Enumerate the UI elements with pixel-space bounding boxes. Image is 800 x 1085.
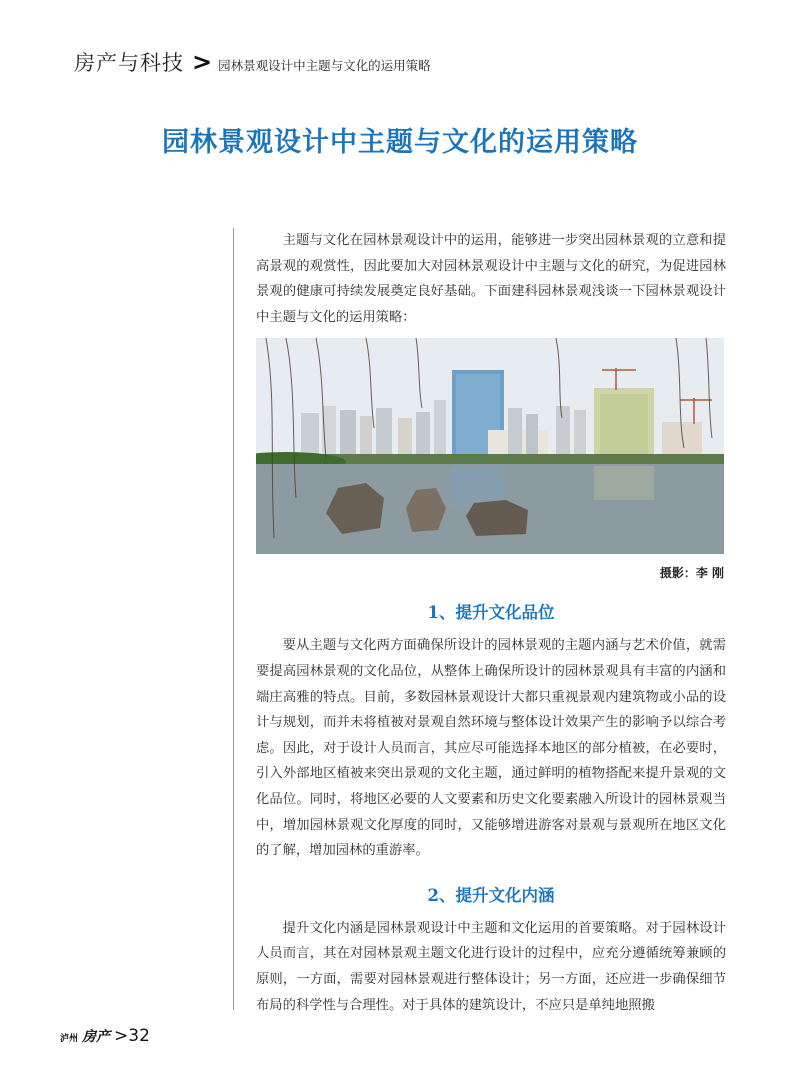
article-body <box>256 228 726 1018</box>
intro-paragraph: 主题与文化在园林景观设计中的运用，能够进一步突出园林景观的立意和提高景观的观赏性，因此要加大对园林景观设计中主题与文化的研究，为促进园林景观的健康可持续发展奠定良好基础。下面建科园林景观浅谈一下园林景观设计中主题与文化的运用策略： <box>256 233 726 325</box>
page-number: >32 <box>114 1026 150 1046</box>
chevron-right-icon: > <box>192 48 213 76</box>
article-title: 园林景观设计中主题与文化的运用策略 <box>162 127 638 158</box>
page-header <box>74 47 431 77</box>
logo-title: 房产 <box>82 1029 111 1045</box>
section-2-heading: 2、提升文化内涵 <box>427 885 555 905</box>
logo-city: 泸州 <box>60 1034 79 1044</box>
header-subtitle: 园林景观设计中主题与文化的运用策略 <box>218 58 431 73</box>
section-2-body: 提升文化内涵是园林景观设计中主题和文化运用的首要策略。对于园林设计人员而言，其在对园林景观主题文化进行设计的过程中，应充分遵循统筹兼顾的原则，一方面，需要对园林景观进行整体设计；另一方面，还应进一步确保细节布局的科学性与合理性。对于具体的建筑设计，不应只是单纯地照搬 <box>256 920 726 1013</box>
column-divider <box>233 228 234 1010</box>
photo-credit: 摄影：李 刚 <box>659 566 724 581</box>
lake-cityscape-photo <box>256 338 724 554</box>
section-1-heading: 1、提升文化品位 <box>427 603 555 623</box>
photo-illustration <box>256 338 724 554</box>
page-footer <box>60 1026 150 1046</box>
section-name: 房产与科技 <box>74 51 184 75</box>
magazine-logo <box>60 1026 110 1046</box>
section-1-body: 要从主题与文化两方面确保所设计的园林景观的主题内涵与艺术价值，就需要提高园林景观的文化品位，从整体上确保所设计的园林景观具有丰富的内涵和端庄高雅的特点。目前，多数园林景观设计大都只重视景观内建筑物或小品的设计与规划，而并未将植被对景观自然环境与整体设计效果产生的影响予以综合考虑。因此，对于设计人员而言，其应尽可能选择本地区的部分植被，在必要时，引入外部地区植被来突出景观的文化主题，通过鲜明的植物搭配来提升景观的文化品位。同时，将地区必要的人文要素和历史文化要素融入所设计的园林景观当中，增加园林景观文化厚度的同时，又能够增进游客对景观与景观所在地区文化的了解，增加园林的重游率。 <box>256 638 726 859</box>
